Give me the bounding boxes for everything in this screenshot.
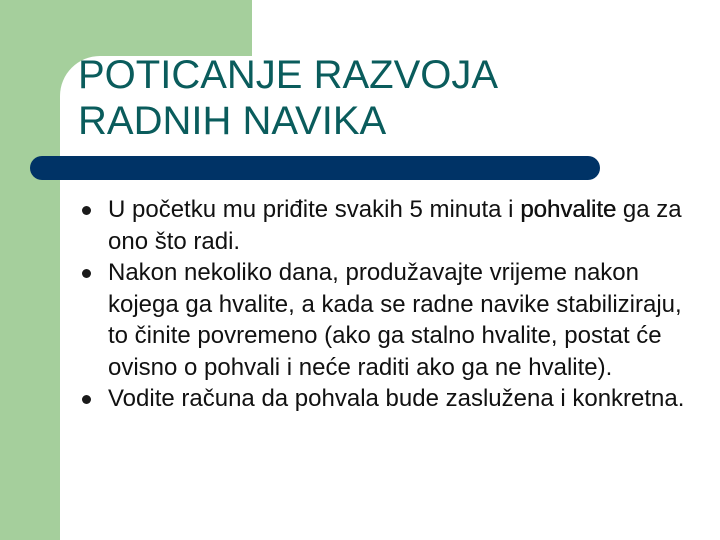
bullet-list xyxy=(78,194,708,415)
bullet-dot-icon xyxy=(82,395,91,404)
bullet-3-text: Vodite računa da pohvala bude zaslužena i konkretna. xyxy=(108,385,685,412)
title-underline-bar xyxy=(30,156,600,180)
bullet-1-text-end: ga za ono što radi. xyxy=(108,196,682,255)
bullet-1-emphasis: pohvalite xyxy=(520,196,617,223)
slide-title xyxy=(78,52,698,144)
bullet-item-1 xyxy=(78,194,708,257)
bullet-1-text-start: U početku mu priđite svakih 5 minuta i xyxy=(108,196,521,223)
bullet-2-text: Nakon nekoliko dana, produžavajte vrijeme nakon kojega ga hvalite, a kada se radne navike stabiliziraju, to činite povremeno (ako ga stalno hvalite, postat će ovisno o pohvali i neće raditi ako ga ne hvalite). xyxy=(108,259,682,381)
bullet-dot-icon xyxy=(82,206,91,215)
bullet-dot-icon xyxy=(82,269,91,278)
title-line-2: RADNIH NAVIKA xyxy=(78,99,387,143)
bullet-item-2 xyxy=(78,257,708,383)
title-line-1: POTICANJE RAZVOJA xyxy=(78,53,499,97)
bullet-item-3 xyxy=(78,383,708,415)
